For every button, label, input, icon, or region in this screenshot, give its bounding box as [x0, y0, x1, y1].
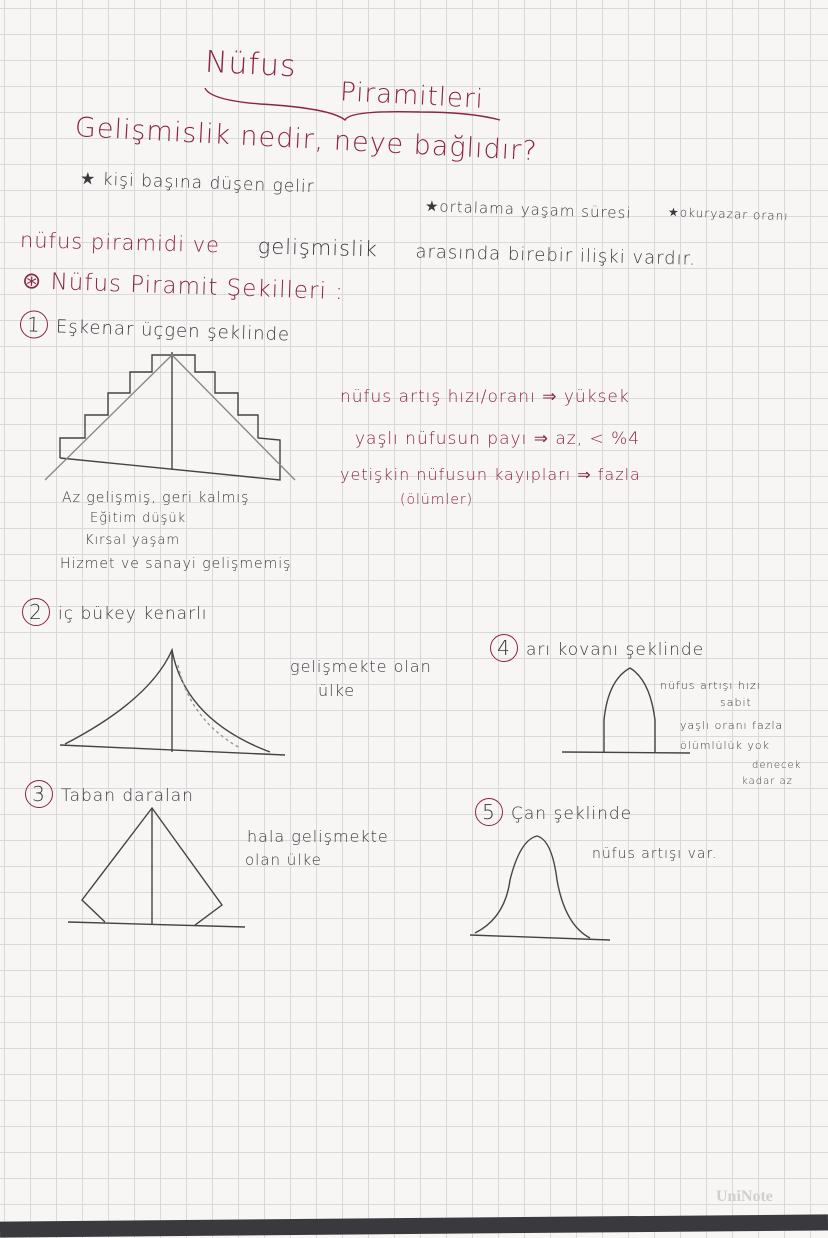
shape-5-title: 5 Çan şeklinde	[475, 798, 632, 826]
shapes-heading: ⊛ Nüfus Piramit Şekilleri :	[21, 268, 345, 306]
shape-1-note: (ölümler)	[400, 492, 474, 508]
pyramid-2-concave	[60, 650, 285, 755]
shape-4-note: denecek	[752, 760, 802, 771]
shape-4-note: nüfus artışı hızı	[660, 679, 761, 692]
shape-3-note: hala gelişmekte	[247, 827, 389, 846]
title-word-1: Nüfus	[204, 44, 298, 85]
shape-2-note: ülke	[318, 681, 356, 700]
relation-part-3: arasında birebir ilişki vardır.	[415, 241, 697, 270]
factor-literacy: ★okuryazar oranı	[667, 205, 789, 224]
shape-5-note: nüfus artışı var.	[592, 846, 718, 862]
title-word-2: Piramitleri	[339, 77, 485, 115]
shape-3-title: 3 Taban daralan	[25, 780, 194, 808]
shape-1-note: yaşlı nüfusun payı ⇒ az, < %4	[355, 429, 641, 449]
factor-income: ★ kişi başına düşen gelir	[79, 169, 315, 198]
shape-4-note: kadar az	[742, 776, 793, 787]
shape-1-note: nüfus artış hızı/oranı ⇒ yüksek	[340, 387, 630, 407]
shape-1-title: 1 Eşkenar üçgen şeklinde	[20, 310, 291, 347]
shape-4-note: ölümlülük yok	[680, 739, 771, 752]
watermark-logo: UniNote	[716, 1188, 773, 1205]
shape-1-note: yetişkin nüfusun kayıpları ⇒ fazla	[340, 465, 641, 484]
pyramid-4-beehive	[562, 668, 690, 753]
factor-life-expectancy: ★ortalama yaşam süresi	[424, 197, 632, 223]
shape-4-note: sabit	[720, 696, 752, 709]
shape-1-subnote: Hizmet ve sanayi gelişmemiş	[60, 556, 292, 572]
relation-part-2: gelişmislik	[257, 234, 379, 262]
question-heading: Gelişmislik nedir, neye bağlıdır?	[74, 112, 539, 168]
relation-part-1: nüfus piramidi ve	[19, 228, 221, 258]
asterisk-icon: ⊛	[21, 268, 52, 295]
shape-1-subnote: Kırsal yaşam	[85, 533, 181, 548]
shape-1-subnote: Eğitim düşük	[90, 511, 187, 526]
shape-3-note: olan ülke	[245, 851, 322, 869]
shape-2-note: gelişmekte olan	[290, 657, 432, 676]
shape-2-title: 2 iç bükey kenarlı	[22, 598, 208, 626]
pyramid-5-bell	[470, 836, 610, 940]
pyramid-3-narrowing-base	[68, 808, 245, 927]
title-brace	[205, 88, 500, 120]
shape-4-note: yaşlı oranı fazla	[680, 719, 784, 732]
pyramid-1-triangle-steps	[45, 352, 295, 480]
shape-4-title: 4 arı kovanı şeklinde	[490, 634, 704, 662]
shape-1-subnote: Az gelişmiş, geri kalmış	[62, 490, 250, 506]
